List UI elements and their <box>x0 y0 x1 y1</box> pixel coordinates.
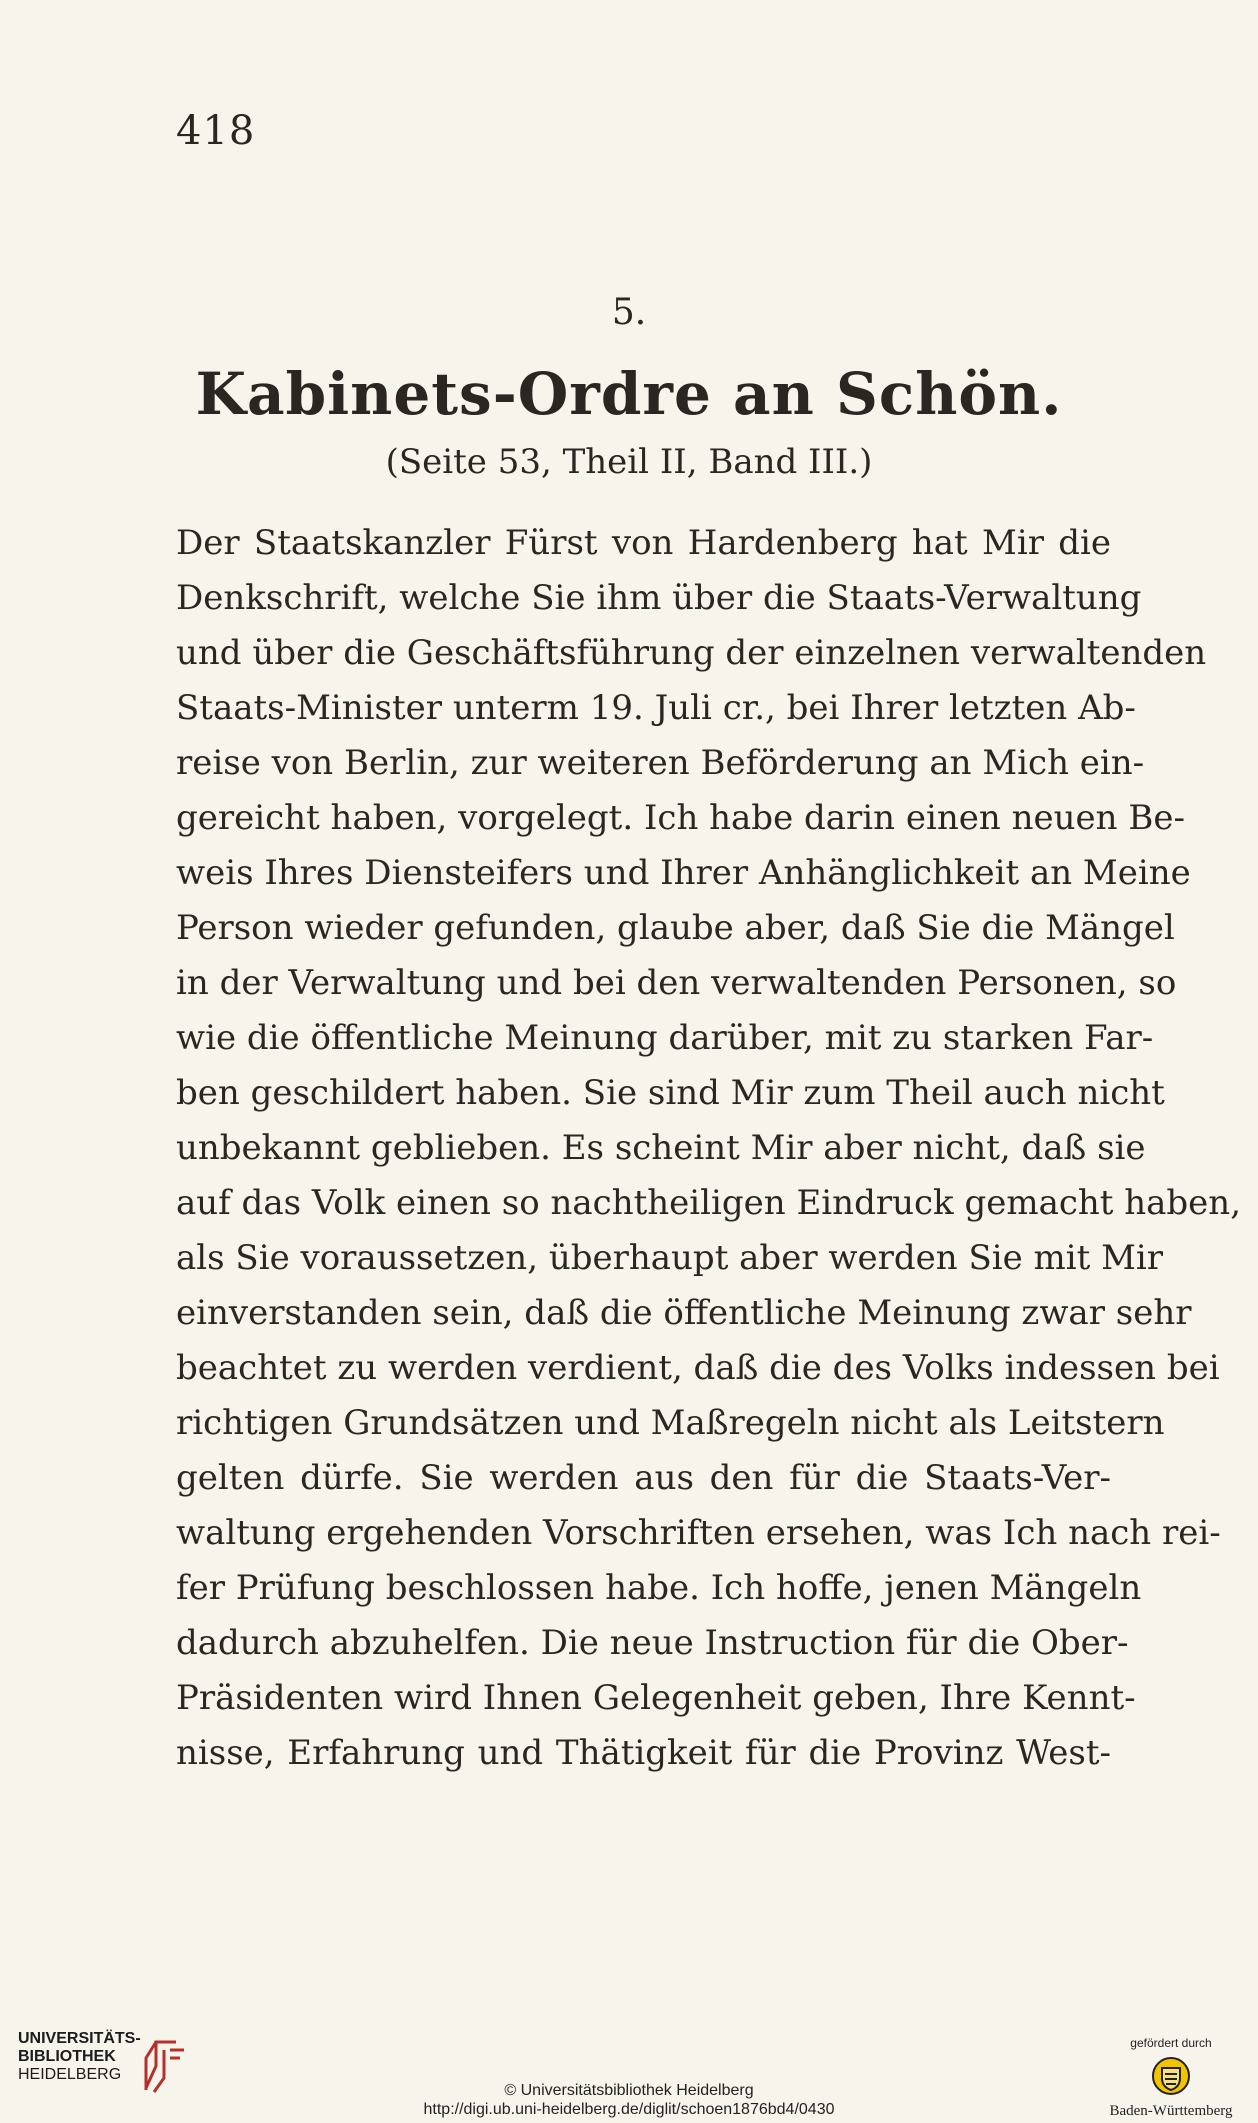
text-line: wie die öffentliche Meinung darüber, mit zu starken Far- <box>176 1018 1154 1058</box>
text-line: beachtet zu werden verdient, daß die des Volks indessen bei <box>176 1348 1220 1388</box>
text-line: richtigen Grundsätzen und Maßregeln nicht als Leitstern <box>176 1403 1165 1443</box>
text-line: unbekannt geblieben. Es scheint Mir aber nicht, daß sie <box>176 1128 1146 1168</box>
text-line: als Sie voraussetzen, überhaupt aber werden Sie mit Mir <box>176 1238 1164 1278</box>
text-line: gereicht haben, vorgelegt. Ich habe darin einen neuen Be- <box>176 798 1185 838</box>
library-name-line: UNIVERSITÄTS- <box>18 2030 141 2047</box>
text-line: weis Ihres Diensteifers und Ihrer Anhänglichkeit an Meine <box>176 853 1191 893</box>
text-line: fer Prüfung beschlossen habe. Ich hoffe, jenen Mängeln <box>176 1568 1142 1608</box>
text-line: ben geschildert haben. Sie sind Mir zum Theil auch nicht <box>176 1073 1165 1113</box>
text-line: reise von Berlin, zur weiteren Beförderung an Mich ein- <box>176 743 1145 783</box>
funder-logo[interactable] <box>1096 2036 1246 2120</box>
text-line: Präsidenten wird Ihnen Gelegenheit geben, Ihre Kennt- <box>176 1678 1136 1718</box>
library-logo[interactable] <box>18 2030 141 2084</box>
text-line: gelten dürfe. Sie werden aus den für die Staats-Ver- <box>176 1458 1111 1498</box>
permalink[interactable]: http://digi.ub.uni-heidelberg.de/diglit/schoen1876bd4/0430 <box>423 2101 835 2118</box>
section-number: 5. <box>611 292 647 333</box>
text-line: waltung ergehenden Vorschriften ersehen, was Ich nach rei- <box>176 1513 1221 1553</box>
text-line: und über die Geschäftsführung der einzelnen verwaltenden <box>176 633 1207 673</box>
text-line: einverstanden sein, daß die öffentliche Meinung zwar sehr <box>176 1293 1192 1333</box>
document-title: Kabinets-Ordre an Schön. <box>195 360 1063 428</box>
copyright-text: © Universitätsbibliothek Heidelberg <box>504 2082 754 2099</box>
page-number: 418 <box>176 108 256 154</box>
text-line: nisse, Erfahrung und Thätigkeit für die Provinz West- <box>176 1733 1111 1773</box>
text-line: Der Staatskanzler Fürst von Hardenberg hat Mir die <box>176 523 1111 563</box>
text-line: in der Verwaltung und bei den verwaltenden Personen, so <box>176 963 1177 1003</box>
text-line: auf das Volk einen so nachtheiligen Eindruck gemacht haben, <box>176 1183 1242 1223</box>
text-line: Person wieder gefunden, glaube aber, daß Sie die Mängel <box>176 908 1175 948</box>
source-reference: (Seite 53, Theil II, Band III.) <box>385 442 873 482</box>
state-name: Baden-Württemberg <box>1109 2103 1233 2119</box>
text-line: Staats-Minister unterm 19. Juli cr., bei Ihrer letzten Ab- <box>176 688 1136 728</box>
text-line: Denkschrift, welche Sie ihm über die Staats-Verwaltung <box>176 578 1142 618</box>
footer-credits <box>0 2081 1258 2119</box>
library-name-line: BIBLIOTHEK <box>18 2048 116 2065</box>
library-name-line: HEIDELBERG <box>18 2066 122 2083</box>
coat-of-arms-icon <box>1151 2056 1191 2096</box>
text-line: dadurch abzuhelfen. Die neue Instruction für die Ober- <box>176 1623 1129 1663</box>
funded-by-label: gefördert durch <box>1130 2036 1212 2050</box>
library-name <box>18 2030 141 2084</box>
body-text <box>176 516 1242 1781</box>
